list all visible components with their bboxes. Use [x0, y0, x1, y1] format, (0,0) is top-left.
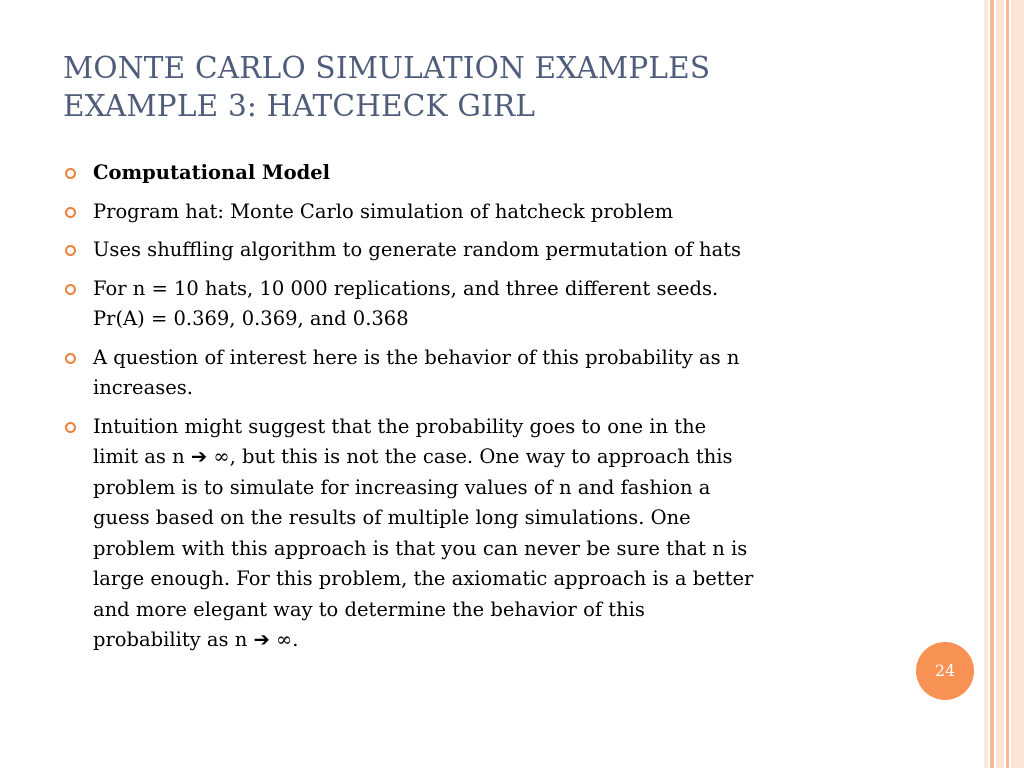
bullet-circle-icon [65, 353, 76, 364]
bullet-text: For n = 10 hats, 10 000 replications, and three different seeds. [93, 276, 719, 300]
slide-title [63, 49, 943, 125]
bullet-text-segment: ∞, but this is not the case. One way to approach this [207, 445, 733, 468]
bullet-text: increases. [93, 376, 193, 399]
bullet-text: Intuition might suggest that the probability goes to one in the [93, 414, 707, 438]
bullet-text: guess based on the results of multiple long simulations. One [93, 506, 691, 529]
bullet-circle-icon [65, 245, 76, 256]
bullet-text: A question of interest here is the behavior of this probability as n [93, 345, 740, 369]
page-number-badge: 24 [916, 642, 974, 700]
bullet-text: problem with this approach is that you can never be sure that n is [93, 536, 748, 560]
side-stripe [984, 0, 988, 768]
arrow-right-icon: ➔ [190, 445, 208, 468]
bullet-circle-icon [65, 422, 76, 433]
bullet-circle-icon [65, 207, 76, 218]
bullet-item [63, 158, 883, 189]
bullet-text: Program hat: Monte Carlo simulation of hatcheck problem [93, 199, 674, 223]
bullet-item [63, 274, 883, 335]
bullet-text-segment: limit as n [93, 445, 191, 468]
bullet-text [93, 625, 883, 656]
bullet-text: problem is to simulate for increasing values of n and fashion a [93, 475, 711, 499]
side-stripe [1011, 0, 1024, 768]
decorative-side-stripes [984, 0, 1024, 768]
bullet-item [63, 412, 883, 656]
side-stripe [996, 0, 1004, 768]
slide-title-line-2: EXAMPLE 3: HATCHECK GIRL [63, 89, 536, 123]
bullet-text: Uses shuffling algorithm to generate random permutation of hats [93, 238, 742, 261]
arrow-right-icon: ➔ [253, 628, 270, 651]
bullet-text: and more elegant way to determine the behavior of this [93, 597, 645, 621]
bullet-list [63, 158, 883, 664]
bullet-circle-icon [65, 284, 76, 295]
bullet-text: Pr(A) = 0.369, 0.369, and 0.368 [93, 307, 409, 330]
bullet-circle-icon [65, 168, 76, 179]
bullet-text-segment: probability as n [93, 628, 254, 651]
slide-title-line-1: MONTE CARLO SIMULATION EXAMPLES [63, 51, 711, 85]
bullet-item [63, 197, 883, 228]
bullet-text: Computational Model [93, 161, 331, 184]
bullet-item [63, 235, 883, 266]
bullet-item [63, 343, 883, 404]
side-stripe [990, 0, 994, 768]
bullet-text: large enough. For this problem, the axiomatic approach is a better [93, 567, 754, 590]
bullet-text-segment: ∞. [269, 628, 299, 651]
bullet-text [93, 442, 883, 473]
side-stripe [1006, 0, 1009, 768]
